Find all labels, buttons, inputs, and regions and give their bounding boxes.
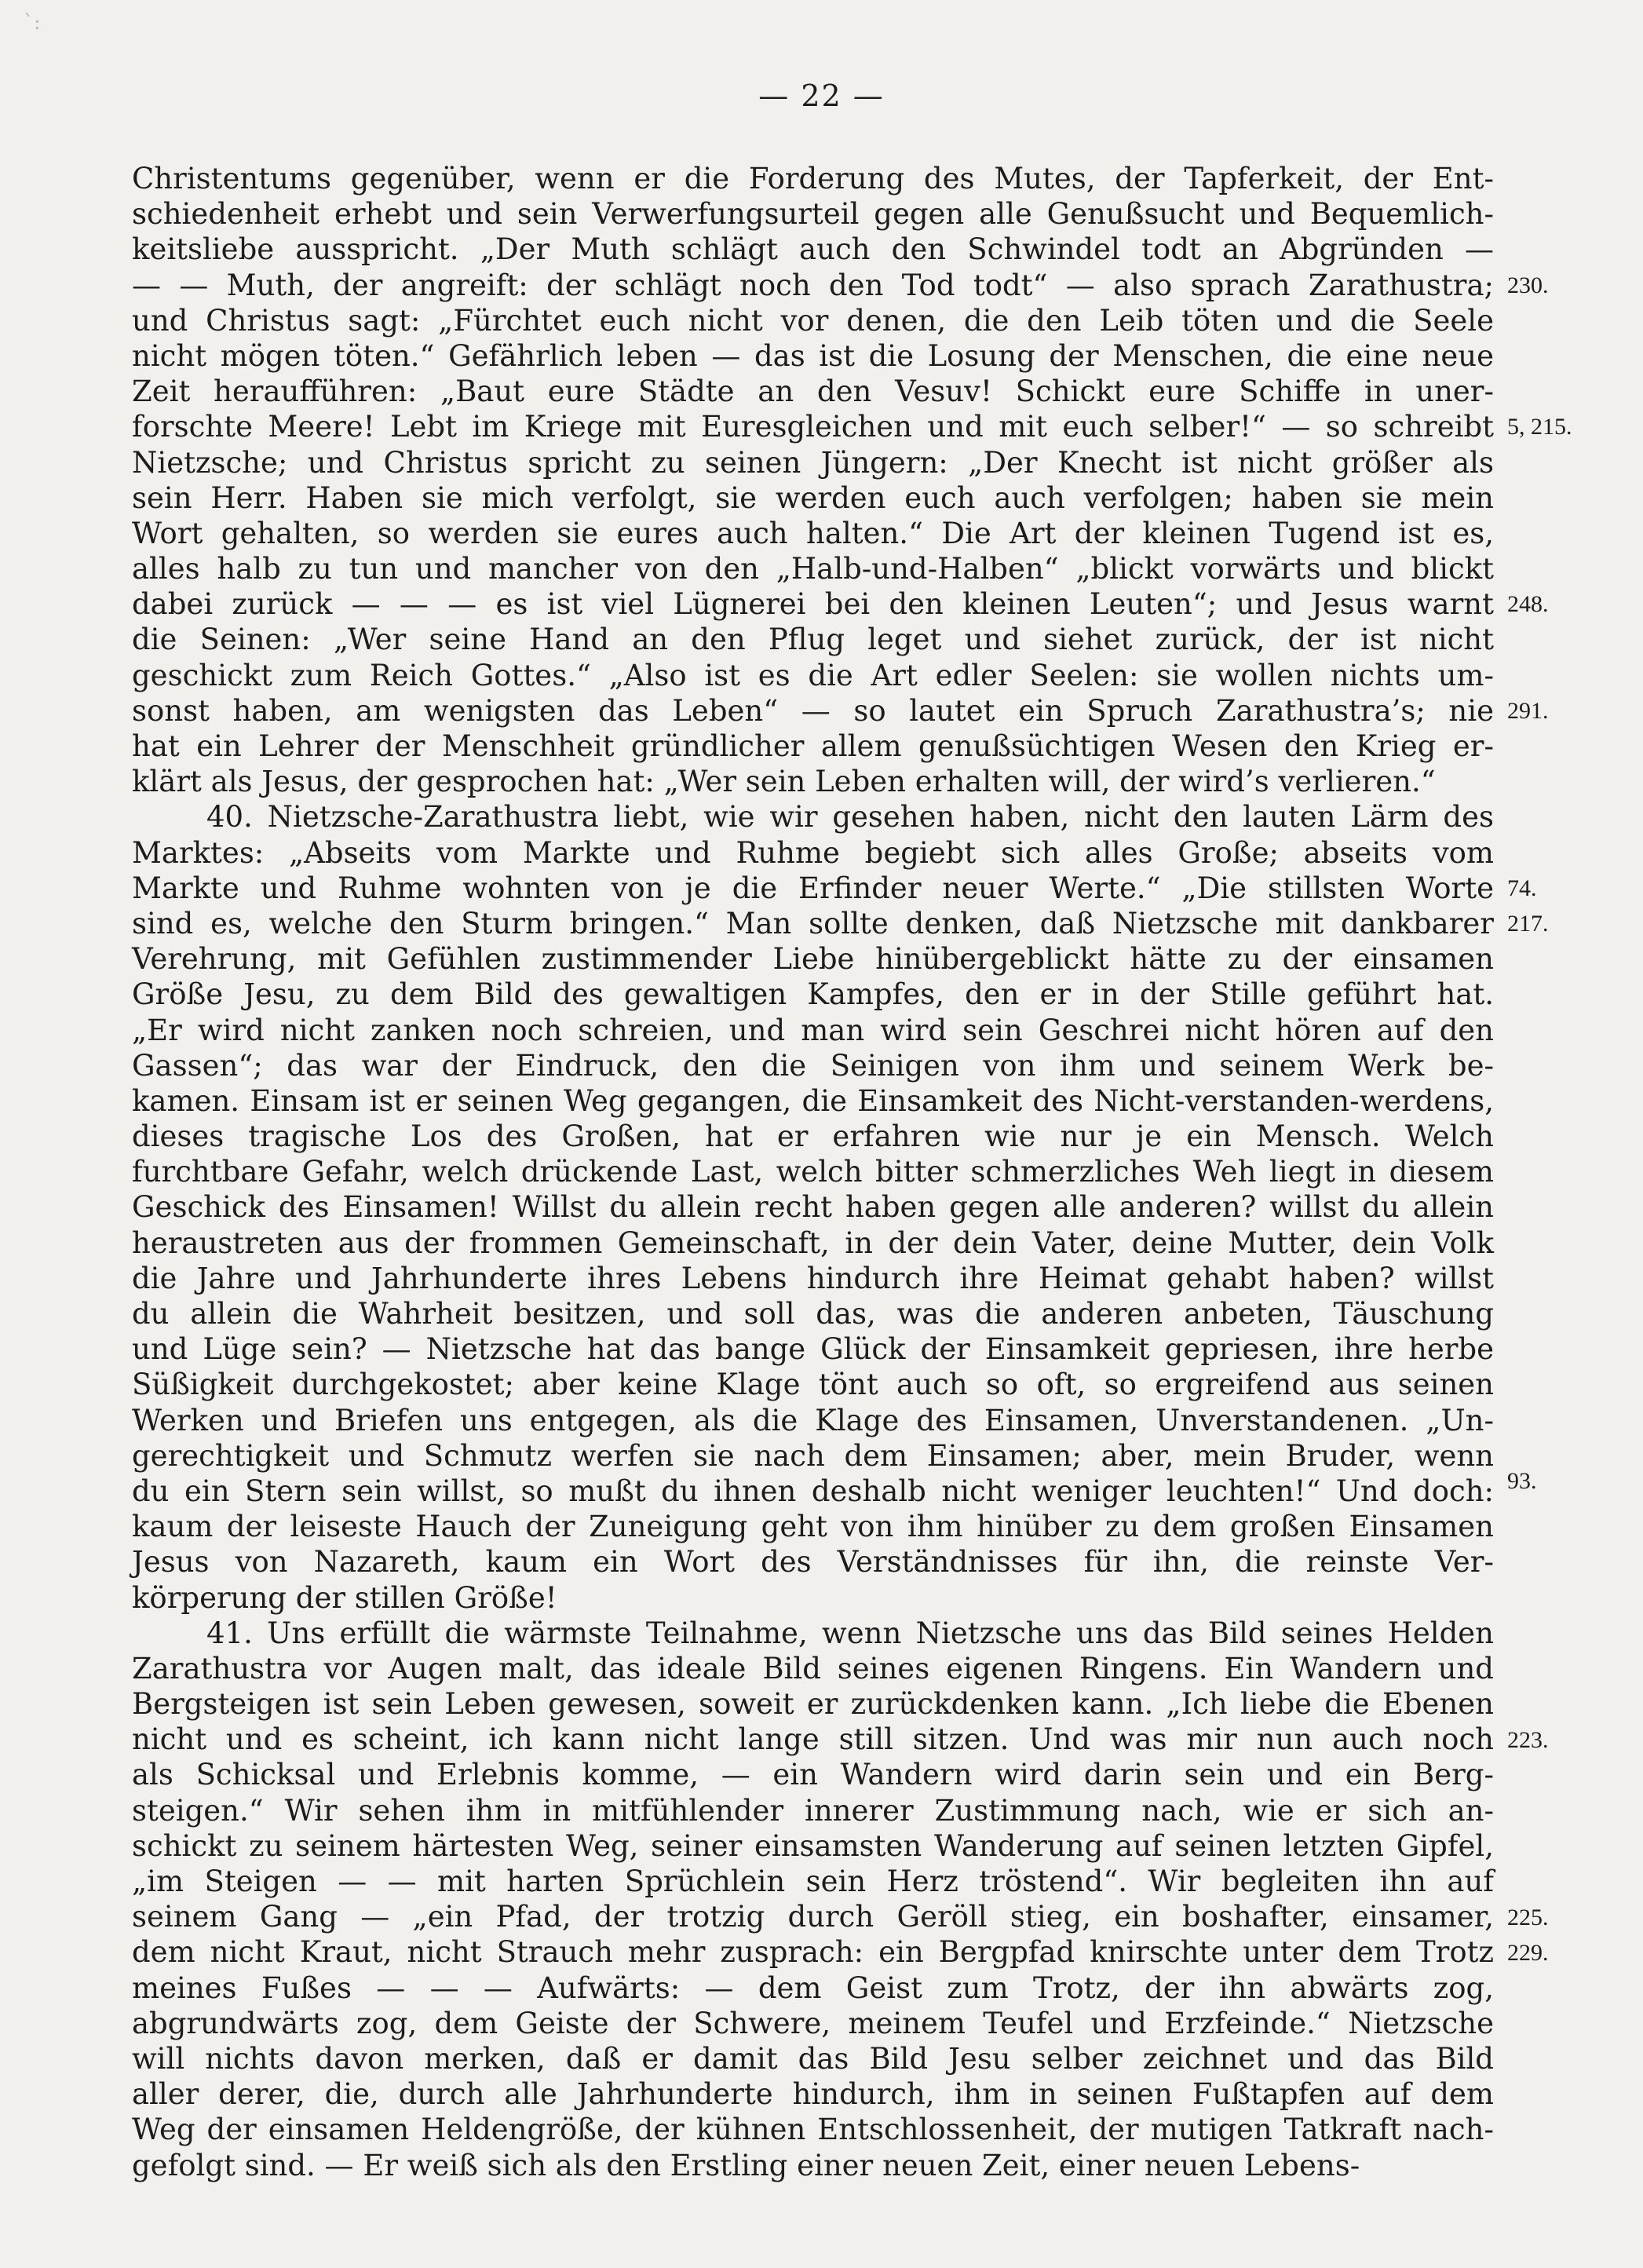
text-line: nicht mögen töten.“ Gefährlich leben — das ist die Losung der Menschen, die eine neue: [132, 338, 1494, 373]
text-line: will nichts davon merken, daß er damit das Bild Jesu selber zeichnet und das Bild: [132, 2041, 1494, 2076]
text-line: sind es, welche den Sturm bringen.“ Man sollte denken, daß Nietzsche mit dankbarer: [132, 906, 1494, 940]
body-text: [132, 161, 1494, 2183]
text-line: Nietzsche; und Christus spricht zu seinen Jüngern: „Der Knecht ist nicht größer als: [132, 445, 1494, 480]
text-line: forschte Meere! Lebt im Kriege mit Euresgleichen und mit euch selber!“ — so schreibt: [132, 410, 1494, 444]
margin-reference: 5, 215.: [1507, 414, 1572, 440]
text-line: steigen.“ Wir sehen ihm in mitfühlender innerer Zustimmung nach, wie er sich an-: [132, 1793, 1494, 1828]
text-line: Christentums gegenüber, wenn er die Forderung des Mutes, der Tapferkeit, der Ent-: [132, 162, 1494, 195]
text-line: hat ein Lehrer der Menschheit gründlicher allem genußsüchtigen Wesen den Krieg er-: [132, 729, 1494, 763]
text-line: abgrundwärts zog, dem Geiste der Schwere, meinem Teufel und Erzfeinde.“ Nietzsche: [132, 2006, 1494, 2040]
text-line: Zeit heraufführen: „Baut eure Städte an den Vesuv! Schickt eure Schiffe in uner-: [132, 374, 1494, 409]
text-line: heraustreten aus der frommen Gemeinschaft, in der dein Vater, deine Mutter, dein Volk: [132, 1225, 1494, 1260]
text-line: kaum der leiseste Hauch der Zuneigung geht von ihm hinüber zu dem großen Einsamen: [132, 1510, 1494, 1544]
text-line: Marktes: „Abseits vom Markte und Ruhme begiebt sich alles Große; abseits vom: [132, 835, 1494, 870]
text-line: du allein die Wahrheit besitzen, und soll das, was die anderen anbeten, Täuschung: [132, 1297, 1494, 1331]
text-line: keitsliebe ausspricht. „Der Muth schlägt auch den Schwindel todt an Abgründen —: [132, 232, 1494, 267]
text-line: kamen. Einsam ist er seinen Weg gegangen, die Einsamkeit des Nicht-verstanden-werdens,: [132, 1083, 1494, 1118]
text-line: dieses tragische Los des Großen, hat er erfahren wie nur je ein Mensch. Welch: [132, 1119, 1494, 1154]
text-line: furchtbare Gefahr, welch drückende Last, welch bitter schmerzliches Weh liegt in diesem: [132, 1155, 1494, 1189]
margin-reference: 223.: [1507, 1726, 1549, 1753]
text-line: sein Herr. Haben sie mich verfolgt, sie werden euch auch verfolgen; haben sie mein: [132, 480, 1494, 515]
text-line: „Er wird nicht zanken noch schreien, und man wird sein Geschrei nicht hören auf den: [132, 1013, 1494, 1047]
text-line: geschickt zum Reich Gottes.“ „Also ist es die Art edler Seelen: sie wollen nichts um-: [132, 658, 1494, 692]
text-line: und Christus sagt: „Fürchtet euch nicht vor denen, die den Leib töten und die Seele: [132, 303, 1494, 338]
paper-corner-mark: `:: [24, 11, 41, 35]
text-line: — — Muth, der angreift: der schlägt noch den Tod todt“ — also sprach Zarathustra;: [132, 268, 1494, 302]
text-line: 41. Uns erfüllt die wärmste Teilnahme, wenn Nietzsche uns das Bild seines Helden: [206, 1616, 1494, 1650]
text-line: nicht und es scheint, ich kann nicht lange still sitzen. Und was mir nun auch noch: [132, 1722, 1494, 1757]
text-line: meines Fußes — — — Aufwärts: — dem Geist zum Trotz, der ihn abwärts zog,: [132, 1970, 1494, 2005]
text-line: Bergsteigen ist sein Leben gewesen, soweit er zurückdenken kann. „Ich liebe die Ebenen: [132, 1687, 1494, 1722]
margin-reference: 229.: [1507, 1940, 1549, 1966]
text-line: 40. Nietzsche-Zarathustra liebt, wie wir gesehen haben, nicht den lauten Lärm des: [206, 800, 1494, 835]
text-line: Wort gehalten, so werden sie eures auch halten.“ Die Art der kleinen Tugend ist es,: [132, 516, 1494, 550]
margin-reference: 230.: [1507, 272, 1549, 298]
text-line: die Jahre und Jahrhunderte ihres Lebens hindurch ihre Heimat gehabt haben? willst: [132, 1261, 1494, 1295]
text-line: Geschick des Einsamen! Willst du allein recht haben gegen alle anderen? willst du allein: [132, 1190, 1494, 1225]
text-line: körperung der stillen Größe!: [132, 1580, 557, 1615]
text-line: seinem Gang — „ein Pfad, der trotzig durch Geröll stieg, ein boshafter, einsamer,: [132, 1900, 1494, 1934]
text-line: Werken und Briefen uns entgegen, als die Klage des Einsamen, Unverstandenen. „Un-: [132, 1403, 1494, 1437]
text-line: Größe Jesu, zu dem Bild des gewaltigen Kampfes, den er in der Stille geführt hat.: [132, 977, 1494, 1012]
text-line: gefolgt sind. — Er weiß sich als den Erstling einer neuen Zeit, einer neuen Lebens-: [132, 2148, 1360, 2182]
text-line: die Seinen: „Wer seine Hand an den Pflug leget und siehet zurück, der ist nicht: [132, 623, 1494, 657]
text-line: schiedenheit erhebt und sein Verwerfungsurteil gegen alle Genußsucht und Bequemlich-: [132, 197, 1494, 232]
text-line: alles halb zu tun und mancher von den „Halb-und-Halben“ „blickt vorwärts und blickt: [132, 552, 1494, 586]
text-line: sonst haben, am wenigsten das Leben“ — so lautet ein Spruch Zarathustra’s; nie: [132, 693, 1494, 728]
page-number: — 22 —: [758, 79, 885, 113]
margin-reference: 217.: [1507, 911, 1549, 937]
text-line: Zarathustra vor Augen malt, das ideale Bild seines eigenen Ringens. Ein Wandern und: [132, 1651, 1494, 1685]
text-line: du ein Stern sein willst, so mußt du ihnen deshalb nicht weniger leuchten!“ Und doch:: [132, 1474, 1494, 1508]
text-line: als Schicksal und Erlebnis komme, — ein Wandern wird darin sein und ein Berg-: [132, 1758, 1494, 1792]
text-line: und Lüge sein? — Nietzsche hat das bange Glück der Einsamkeit gepriesen, ihre herbe: [132, 1332, 1494, 1367]
text-line: klärt als Jesus, der gesprochen hat: „Wer sein Leben erhalten will, der wird’s verlieren.“: [132, 765, 1436, 799]
text-line: Gassen“; das war der Eindruck, den die Seinigen von ihm und seinem Werk be-: [132, 1048, 1494, 1083]
text-line: schickt zu seinem härtesten Weg, seiner einsamsten Wanderung auf seinen letzten Gipfel,: [132, 1828, 1494, 1863]
margin-reference: 291.: [1507, 698, 1549, 724]
margin-reference: 248.: [1507, 591, 1549, 618]
text-line: dem nicht Kraut, nicht Strauch mehr zusprach: ein Bergpfad knirschte unter dem Trotz: [132, 1935, 1494, 1970]
margin-reference: 93.: [1507, 1467, 1537, 1494]
text-line: „im Steigen — — mit harten Sprüchlein sein Herz tröstend“. Wir begleiten ihn auf: [132, 1864, 1494, 1898]
text-line: dabei zurück — — — es ist viel Lügnerei bei den kleinen Leuten“; und Jesus warnt: [132, 587, 1494, 622]
text-line: aller derer, die, durch alle Jahrhunderte hindurch, ihm in seinen Fußtapfen auf dem: [132, 2077, 1494, 2112]
text-line: gerechtigkeit und Schmutz werfen sie nach dem Einsamen; aber, mein Bruder, wenn: [132, 1438, 1494, 1473]
margin-reference: 225.: [1507, 1904, 1549, 1930]
text-line: Weg der einsamen Heldengröße, der kühnen Entschlossenheit, der mutigen Tatkraft nach-: [132, 2113, 1494, 2147]
text-line: Verehrung, mit Gefühlen zustimmender Liebe hinübergeblickt hätte zu der einsamen: [132, 942, 1494, 977]
text-line: Süßigkeit durchgekostet; aber keine Klage tönt auch so oft, so ergreifend aus seinen: [132, 1368, 1494, 1402]
margin-reference: 74.: [1507, 875, 1537, 901]
text-line: Markte und Ruhme wohnten von je die Erfinder neuer Werte.“ „Die stillsten Worte: [132, 871, 1494, 905]
text-line: Jesus von Nazareth, kaum ein Wort des Verständnisses für ihn, die reinste Ver-: [132, 1545, 1494, 1580]
